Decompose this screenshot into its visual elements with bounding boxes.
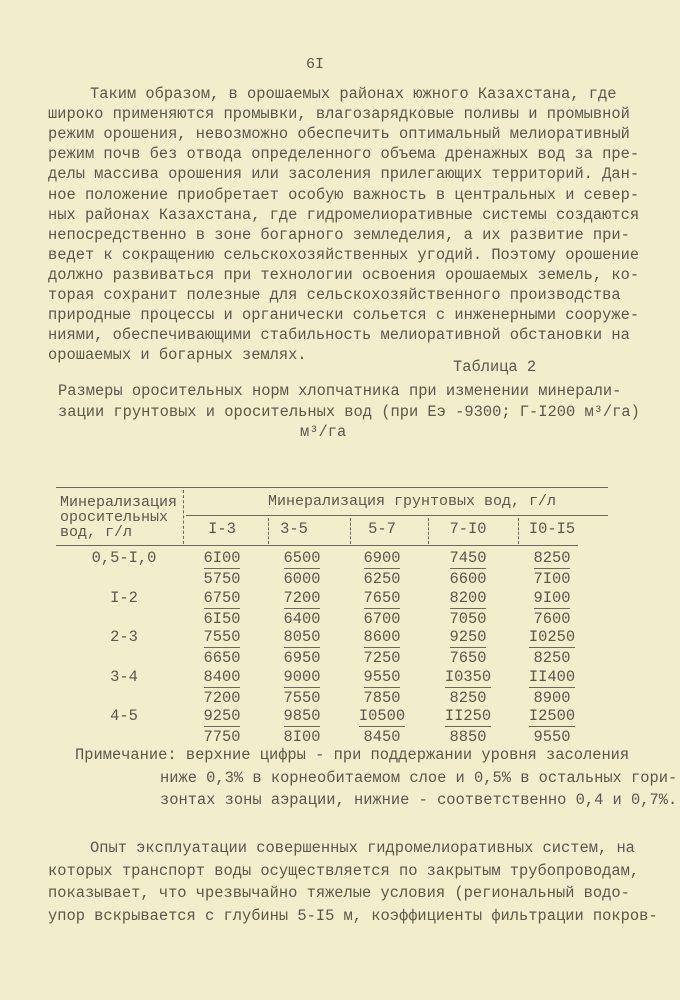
upper-value: 8050 [283, 628, 321, 646]
lower-value: 7I00 [533, 570, 571, 588]
upper-value: 6500 [283, 549, 321, 567]
upper-value: 6I00 [203, 549, 241, 567]
table-cell [428, 548, 508, 589]
upper-value: I0500 [358, 707, 406, 725]
upper-value: II250 [444, 707, 492, 725]
fraction [284, 667, 321, 708]
upper-value: 7550 [203, 628, 241, 646]
fraction [364, 667, 401, 708]
fraction [284, 627, 321, 668]
column-header: 3-5 [280, 520, 308, 538]
table-cell [182, 667, 262, 708]
text-line: Опыт эксплуатации совершенных гидромелиоративных систем, на [90, 839, 635, 857]
column-header: I0-I5 [528, 520, 576, 538]
column-header: 5-7 [368, 520, 396, 538]
text-line: зации грунтовых и оросительных вод (при Eэ -9300; Г-I200 м³/га) [58, 402, 640, 421]
lower-value: 7600 [533, 609, 571, 628]
table-cell [262, 667, 342, 708]
text-line: зонтах зоны аэрации, нижние - соответственно 0,4 и 0,7%. [160, 791, 678, 809]
lower-value: 7750 [203, 728, 241, 746]
fraction [284, 588, 321, 629]
table-label: Таблица 2 [453, 358, 537, 376]
upper-value: 7200 [283, 588, 321, 607]
table-cell [512, 548, 592, 589]
table-cell [342, 706, 422, 747]
table-cell [512, 667, 592, 708]
lower-value: 8450 [363, 728, 401, 746]
text-line: ниями, обеспечивающими стабильность мелиоративной обстановки на [48, 326, 630, 345]
upper-value: 8200 [449, 588, 487, 607]
fraction [204, 588, 241, 629]
table-cell [262, 706, 342, 747]
table-cell [428, 667, 508, 708]
row-label: 0,5-I,0 [91, 549, 157, 567]
fraction [284, 548, 321, 589]
row-header-line: оросительных [60, 509, 169, 526]
lower-value: 6000 [283, 570, 321, 588]
table-cell [182, 548, 262, 589]
table-cell [182, 588, 262, 629]
text-line: орошаемых и богарных землях. [48, 346, 307, 365]
upper-value: 9250 [203, 707, 241, 725]
fraction [204, 627, 241, 668]
table-cell [342, 667, 422, 708]
fraction [445, 667, 491, 708]
upper-value: 7650 [363, 588, 401, 607]
fraction [364, 588, 401, 629]
row-label: 4-5 [110, 707, 138, 725]
upper-value: 8250 [533, 549, 571, 567]
lower-value: 7050 [449, 609, 487, 628]
lower-value: 6700 [363, 609, 401, 628]
text-line: должно развиваться при технологии освоения орошаемых земель, ко- [48, 265, 640, 284]
table-cell [512, 588, 592, 629]
table-cell [182, 627, 262, 668]
table-cell [342, 548, 422, 589]
fraction [364, 548, 401, 589]
fraction [529, 627, 575, 668]
upper-value: I0350 [444, 667, 492, 686]
upper-value: 8400 [203, 667, 241, 686]
table-cell [262, 588, 342, 629]
upper-value: I0250 [528, 628, 576, 646]
text-line: широко применяются промывки, влагозарядковые поливы и промывной [48, 105, 630, 124]
lower-value: 8I00 [283, 728, 321, 746]
lower-value: 8900 [533, 688, 571, 707]
text-line: Таким образом, в орошаемых районах южного Казахстана, где [90, 85, 617, 103]
row-label: 3-4 [110, 667, 138, 686]
text-line: м³/га [300, 423, 347, 441]
lower-value: 8250 [533, 649, 571, 667]
row-label: 2-3 [110, 628, 138, 646]
lower-value: 8850 [449, 728, 487, 746]
lower-value: 7650 [449, 649, 487, 667]
lower-value: 6250 [363, 570, 401, 588]
fraction [204, 667, 241, 708]
text-line: режим почв без отвода определенного объема дренажных вод за пре- [48, 145, 640, 164]
table-cell [342, 627, 422, 668]
fraction [450, 627, 487, 668]
lower-value: 5750 [203, 570, 241, 588]
upper-value: 9250 [449, 628, 487, 646]
row-header-line: Минерализация [60, 494, 178, 511]
lower-value: 6950 [283, 649, 321, 667]
lower-value: 7550 [283, 688, 321, 707]
text-line: режим орошения, невозможно обеспечить оптимальный мелиоративный [48, 125, 630, 144]
fraction [364, 627, 401, 668]
upper-value: 9I00 [533, 588, 571, 607]
lower-value: 7200 [203, 688, 241, 707]
fraction [204, 548, 241, 589]
lower-value: 6400 [283, 609, 321, 628]
column-header: I-3 [208, 520, 236, 538]
fraction [529, 667, 575, 708]
text-line: упор вскрывается с глубины 5-I5 м, коэффициенты фильтрации покров- [48, 906, 658, 925]
fraction [450, 588, 487, 629]
text-line: ниже 0,3% в корнеобитаемом слое и 0,5% в остальных гори- [160, 768, 678, 787]
table-cell [428, 706, 508, 747]
text-line: ных районах Казахстана, где гидромелиоративные системы создаются [48, 205, 640, 224]
page-number: 6I [306, 56, 325, 73]
group-header: Минерализация грунтовых вод, г/л [268, 493, 557, 510]
upper-value: 9850 [283, 707, 321, 725]
table-cell [512, 627, 592, 668]
upper-value: 6750 [203, 588, 241, 607]
upper-value: I2500 [528, 707, 576, 725]
text-line: делы массива орошения или засоления прилегающих территорий. Дан- [48, 165, 640, 184]
lower-value: 7250 [363, 649, 401, 667]
row-header-line: вод, г/л [60, 524, 133, 541]
fraction [534, 548, 571, 589]
upper-value: 9550 [363, 667, 401, 686]
fraction [450, 548, 487, 589]
upper-value: II400 [528, 667, 576, 686]
column-header: 7-I0 [449, 520, 487, 538]
fraction [529, 706, 575, 747]
fraction [204, 706, 241, 747]
lower-value: 8250 [449, 688, 487, 707]
table-cell [342, 588, 422, 629]
table-cell [262, 627, 342, 668]
text-line: показывает, что чрезвычайно тяжелые условия (региональный водо- [48, 884, 630, 902]
lower-value: 9550 [533, 728, 571, 746]
lower-value: 6600 [449, 570, 487, 588]
text-line: Примечание: верхние цифры - при поддержании уровня засоления [75, 746, 630, 764]
upper-value: 9000 [283, 667, 321, 686]
table-cell [182, 706, 262, 747]
lower-value: 6650 [203, 649, 241, 667]
upper-value: 8600 [363, 628, 401, 646]
text-line: природные процессы и органически сольется с инженерными сооруже- [48, 306, 640, 325]
upper-value: 7450 [449, 549, 487, 567]
upper-value: 6900 [363, 549, 401, 567]
text-line: ведет к сокращению сельскохозяйственных угодий. Поэтому орошение [48, 245, 640, 264]
fraction [359, 706, 405, 747]
table-cell [262, 548, 342, 589]
table-cell [428, 627, 508, 668]
lower-value: 7850 [363, 688, 401, 707]
text-line: непосредственно в зоне богарного земледелия, а их развитие при- [48, 225, 630, 244]
text-line: ное положение приобретает особую важность в центральных и север- [48, 185, 640, 204]
lower-value: 6I50 [203, 609, 241, 628]
table-cell [512, 706, 592, 747]
fraction [284, 706, 321, 747]
fraction [445, 706, 491, 747]
text-line: торая сохранит полезные для сельскохозяйственного производства [48, 286, 621, 304]
text-line: которых транспорт воды осуществляется по закрытым трубопроводам, [48, 861, 640, 880]
fraction [534, 588, 571, 629]
table-cell [428, 588, 508, 629]
text-line: Размеры оросительных норм хлопчатника при изменении минерали- [58, 382, 622, 400]
row-label: I-2 [110, 588, 138, 607]
